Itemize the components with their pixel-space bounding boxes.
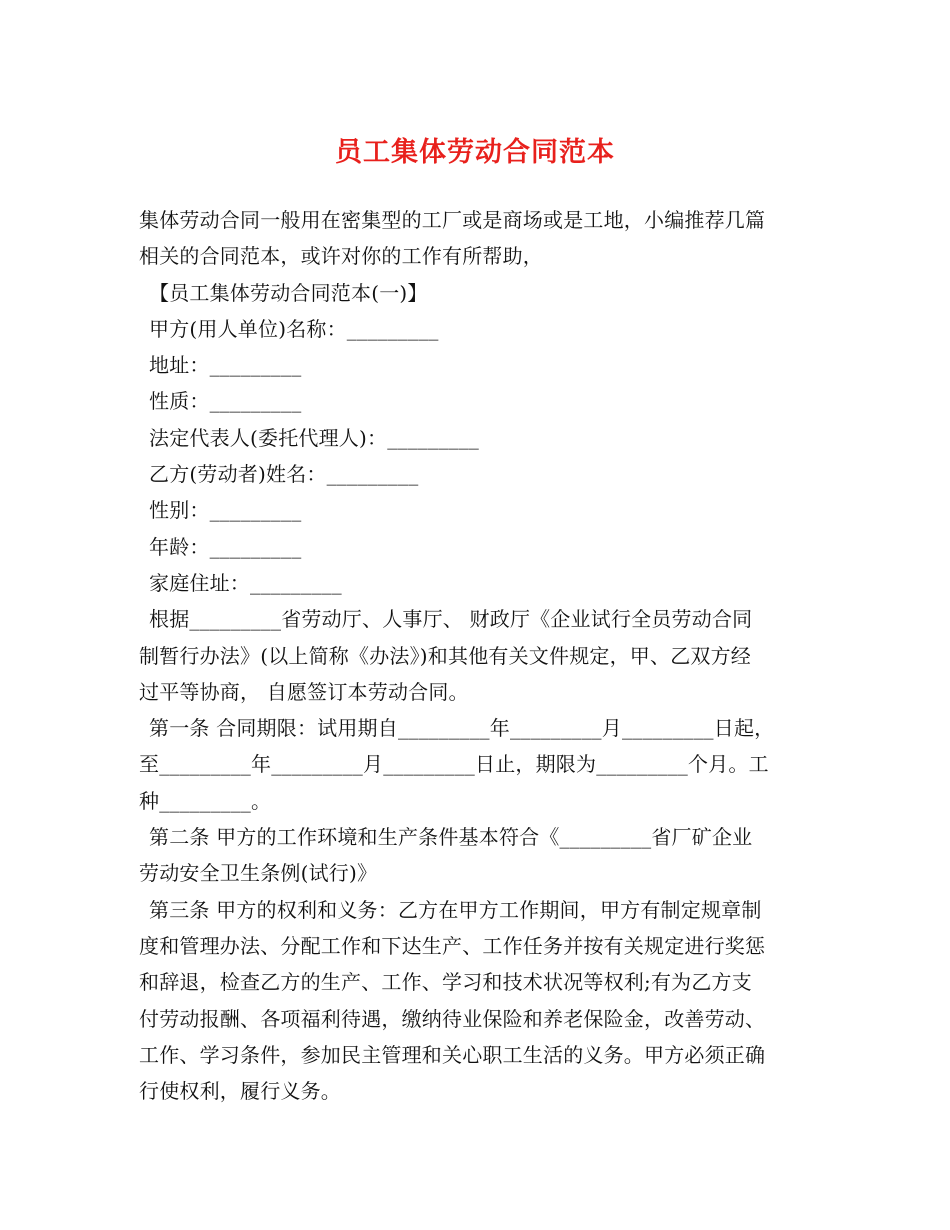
article-3-line: 付劳动报酬、各项福利待遇，缴纳待业保险和养老保险金，改善劳动、 bbox=[139, 1006, 766, 1031]
article-3-line: 工作、学习条件，参加民主管理和关心职工生活的义务。甲方必须正确 bbox=[139, 1042, 766, 1067]
paragraph-line: 相关的合同范本，或许对你的工作有所帮助， bbox=[139, 244, 543, 269]
article-2-line: 第二条 甲方的工作环境和生产条件基本符合《_________省厂矿企业 bbox=[149, 825, 753, 850]
article-1-line: 种_________。 bbox=[139, 788, 272, 813]
field-employee-name: 乙方(劳动者)姓名：_________ bbox=[149, 462, 419, 487]
article-1-line: 至_________年_________月_________日止，期限为_________个月。工 bbox=[139, 752, 769, 777]
paragraph-line: 制暂行办法》(以上简称《办法》)和其他有关文件规定，甲、乙双方经 bbox=[139, 643, 752, 668]
article-2-line: 劳动安全卫生条例(试行)》 bbox=[139, 861, 378, 886]
document-body bbox=[139, 202, 829, 1109]
document-title: 员工集体劳动合同范本 bbox=[335, 137, 615, 168]
article-3-line: 行使权利，履行义务。 bbox=[139, 1079, 341, 1104]
article-3-line: 度和管理办法、分配工作和下达生产、工作任务并按有关规定进行奖惩 bbox=[139, 933, 766, 958]
paragraph-line: 集体劳动合同一般用在密集型的工厂或是商场或是工地，小编推荐几篇 bbox=[139, 208, 766, 232]
field-age: 年龄：_________ bbox=[149, 534, 302, 559]
field-legal-representative: 法定代表人(委托代理人)：_________ bbox=[149, 425, 480, 450]
field-address: 地址：_________ bbox=[149, 353, 302, 378]
field-home-address: 家庭住址：_________ bbox=[149, 570, 342, 595]
field-gender: 性别：_________ bbox=[149, 498, 302, 523]
paragraph-line: 根据_________省劳动厅、人事厅、 财政厅《企业试行全员劳动合同 bbox=[149, 607, 753, 632]
paragraph-line: 过平等协商， 自愿签订本劳动合同。 bbox=[139, 679, 469, 704]
article-3-line: 和辞退，检查乙方的生产、工作、学习和技术状况等权利;有为乙方支 bbox=[139, 970, 752, 995]
article-3-line: 第三条 甲方的权利和义务：乙方在甲方工作期间，甲方有制定规章制 bbox=[149, 897, 762, 922]
field-employer-name: 甲方(用人单位)名称：_________ bbox=[149, 316, 439, 341]
section-heading: 【员工集体劳动合同范本(一)】 bbox=[149, 280, 428, 305]
article-1-line: 第一条 合同期限：试用期自_________年_________月_________日起， bbox=[149, 716, 775, 741]
field-nature: 性质：_________ bbox=[149, 389, 302, 414]
